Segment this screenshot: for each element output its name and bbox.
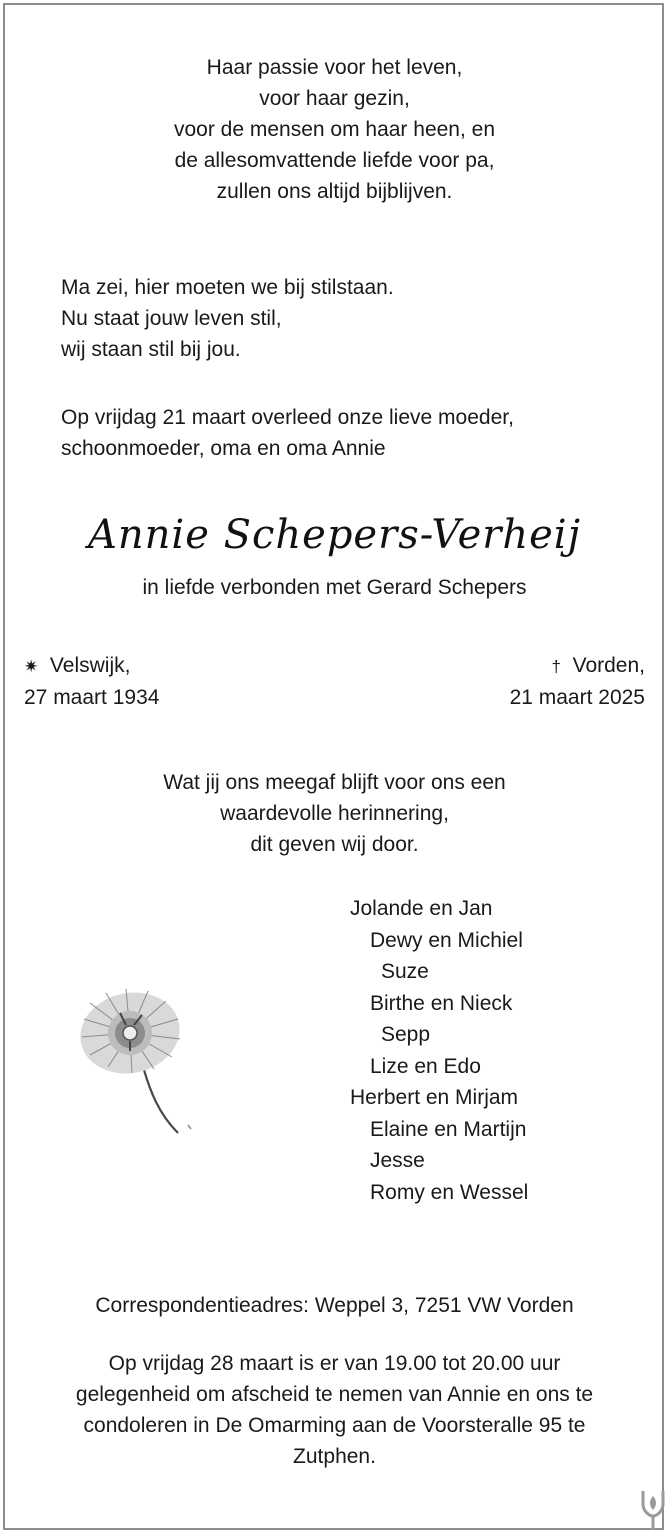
family-member: Dewy en Michiel	[370, 928, 523, 952]
death-place: Vorden,	[572, 654, 645, 677]
farewell-line: Zutphen.	[293, 1445, 376, 1468]
correspondence-address: Correspondentieadres: Weppel 3, 7251 VW Vorden	[95, 1294, 574, 1317]
announcement	[61, 402, 514, 464]
poem-line: voor haar gezin,	[259, 87, 410, 110]
birth-info	[24, 650, 159, 713]
farewell-line: condoleren in De Omarming aan de Voorsteralle 95 te	[83, 1414, 586, 1437]
poem-line: dit geven wij door.	[250, 833, 419, 856]
poem-line: Haar passie voor het leven,	[206, 56, 463, 79]
death-info	[510, 650, 645, 713]
quote-line: Ma zei, hier moeten we bij stilstaan.	[61, 276, 394, 299]
spouse-line: in liefde verbonden met Gerard Schepers	[142, 576, 527, 599]
passion-flower-illustration	[72, 975, 202, 1140]
announcement-line: schoonmoeder, oma en oma Annie	[61, 437, 386, 460]
family-member: Elaine en Martijn	[370, 1117, 527, 1141]
birth-star-icon: ✷	[24, 657, 39, 676]
funeral-logo-icon	[640, 1488, 666, 1530]
family-member: Lize en Edo	[370, 1054, 481, 1078]
family-member: Birthe en Nieck	[370, 991, 513, 1015]
family-member: Suze	[381, 960, 429, 983]
birth-date: 27 maart 1934	[24, 686, 160, 709]
death-cross-icon: †	[551, 657, 561, 676]
family-list	[350, 893, 528, 1208]
poem-line: Wat jij ons meegaf blijft voor ons een	[163, 771, 506, 794]
quote-block	[61, 272, 394, 365]
family-member: Herbert en Mirjam	[350, 1086, 519, 1109]
farewell-info	[0, 1348, 669, 1472]
poem-line: waardevolle herinnering,	[220, 802, 449, 825]
deceased-name: Annie Schepers-Verheij	[88, 512, 581, 558]
poem-line: zullen ons altijd bijblijven.	[216, 180, 453, 203]
poem-line: de allesomvattende liefde voor pa,	[174, 149, 495, 172]
announcement-line: Op vrijdag 21 maart overleed onze lieve moeder,	[61, 406, 514, 429]
family-member: Jolande en Jan	[350, 897, 493, 920]
birth-place: Velswijk,	[49, 654, 131, 677]
poem-line: voor de mensen om haar heen, en	[173, 118, 496, 141]
quote-line: wij staan stil bij jou.	[61, 338, 241, 361]
family-member: Jesse	[370, 1149, 425, 1172]
closing-poem	[0, 767, 669, 860]
family-member: Sepp	[381, 1023, 431, 1046]
opening-poem	[0, 52, 669, 207]
family-member: Romy en Wessel	[370, 1180, 529, 1204]
quote-line: Nu staat jouw leven stil,	[61, 307, 282, 330]
farewell-line: gelegenheid om afscheid te nemen van Annie en ons te	[75, 1383, 594, 1406]
death-date: 21 maart 2025	[509, 686, 645, 709]
farewell-line: Op vrijdag 28 maart is er van 19.00 tot 20.00 uur	[108, 1352, 561, 1375]
